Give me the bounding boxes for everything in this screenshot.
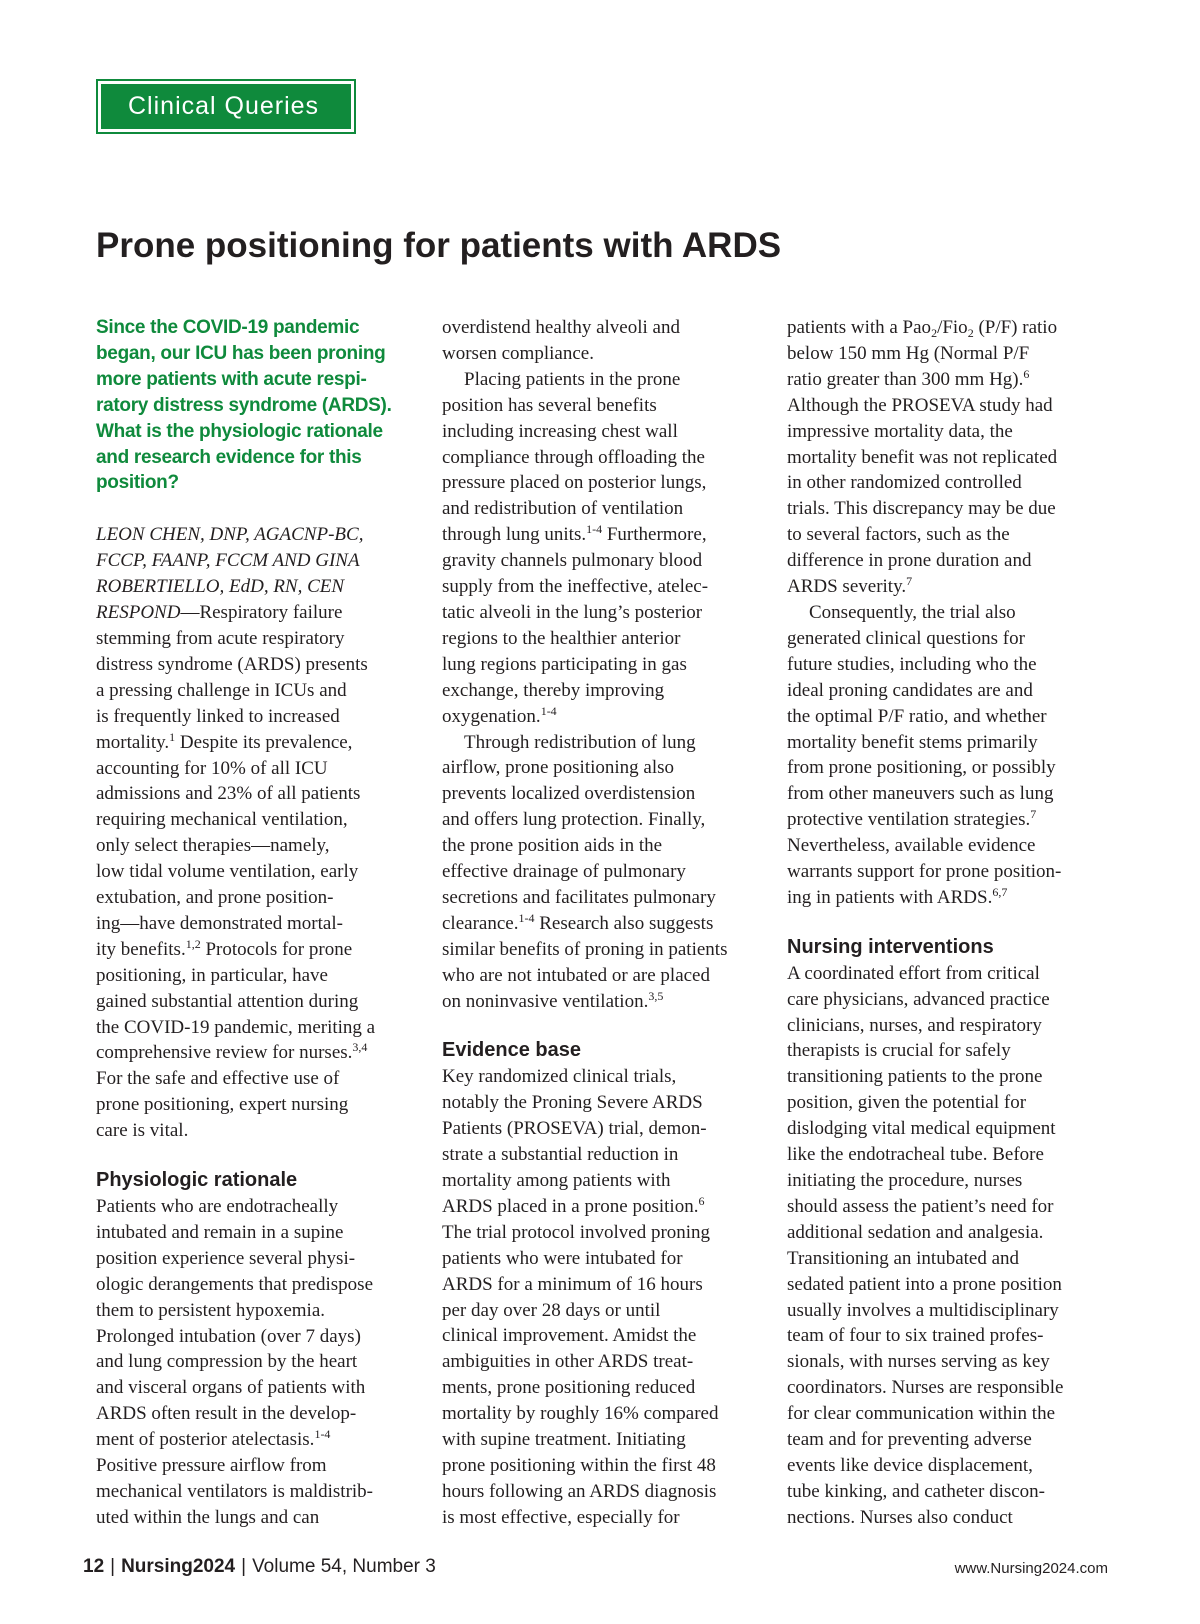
citation: 1,2 (185, 936, 201, 951)
body-line: ment of posterior atelectasis.$^{1-4}$ (96, 1427, 331, 1451)
body-line: and redistribution of ventilation (442, 498, 684, 520)
body-line: gained substantial attention during (96, 990, 359, 1012)
body-line: from other maneuvers such as lung (787, 783, 1054, 805)
body-line: per day over 28 days or until (442, 1299, 661, 1321)
citation: 1-4 (518, 910, 535, 925)
body-line: strate a substantial reduction in (442, 1144, 679, 1166)
citation: 7 (906, 574, 913, 589)
body-line: the COVID-19 pandemic, meriting a (96, 1016, 376, 1038)
body-line: difference in prone duration and (787, 550, 1032, 572)
body-line: patients with a Pao$_2$/Fio$_2$ (P/F) ratio (787, 317, 1058, 340)
body-line: low tidal volume ventilation, early (96, 861, 359, 883)
byline: LEON CHEN, DNP, AGACNP-BC, (96, 524, 364, 546)
body-line: mortality benefit stems primarily (787, 731, 1038, 753)
question-line: ratory distress syndrome (ARDS). (96, 394, 392, 416)
body-line: the optimal P/F ratio, and whether (787, 705, 1047, 727)
body-line: extubation, and prone position- (96, 887, 334, 909)
body-line: effective drainage of pulmonary (442, 861, 686, 883)
citation: 1-4 (314, 1427, 331, 1442)
section-tag-label: Clinical Queries (101, 84, 351, 129)
body-line: team and for preventing adverse (787, 1429, 1032, 1451)
column-1 (96, 315, 416, 1531)
body-line: lung regions participating in gas (442, 653, 687, 675)
page-footer (83, 1556, 436, 1578)
body-line: tatic alveoli in the lung’s posterior (442, 601, 703, 623)
answer-body (96, 522, 416, 1144)
citation: 1-4 (540, 703, 557, 718)
question-line: and research evidence for this (96, 446, 362, 468)
body-line: sedated patient into a prone position (787, 1273, 1062, 1295)
heading-physiologic-rationale: Physiologic rationale (96, 1169, 298, 1192)
body-line: care physicians, advanced practice (787, 988, 1050, 1010)
citation: 1 (169, 729, 176, 744)
body-line: like the endotracheal tube. Before (787, 1144, 1044, 1166)
body-line: including increasing chest wall (442, 420, 678, 442)
body-line: with supine treatment. Initiating (442, 1429, 686, 1451)
body-line: additional sedation and analgesia. (787, 1221, 1044, 1243)
subscript: 2 (931, 326, 938, 340)
body-line: for clear communication within the (787, 1403, 1056, 1425)
body-line: clinicians, nurses, and respiratory (787, 1014, 1042, 1036)
question-line: more patients with acute respi- (96, 368, 367, 390)
section-tag (96, 79, 356, 134)
citation: 6 (1023, 366, 1030, 381)
body-line: mortality among patients with (442, 1170, 671, 1191)
body-line: Consequently, the trial also (809, 601, 1016, 623)
body-line: ologic derangements that predispose (96, 1273, 374, 1295)
question-line: position? (96, 472, 179, 494)
body-line: mortality by roughly 16% compared (442, 1403, 719, 1425)
body-line: Patients (PROSEVA) trial, demon- (442, 1118, 707, 1140)
body-line: supply from the ineffective, atelec- (442, 576, 709, 598)
article-title: Prone positioning for patients with ARDS (96, 226, 782, 265)
body-line: care is vital. (96, 1120, 189, 1142)
body-line: nections. Nurses also conduct (787, 1506, 1013, 1528)
body-line: ARDS severity.$^7$ (787, 574, 913, 598)
body-line: gravity channels pulmonary blood (442, 550, 703, 572)
body-line: Prolonged intubation (over 7 days) (96, 1325, 361, 1347)
website-url: www.Nursing2024.com (954, 1560, 1108, 1577)
body-line: exchange, thereby improving (442, 679, 665, 701)
body-line: worsen compliance. (442, 342, 594, 364)
body-line: ing in patients with ARDS.$^{6,7}$ (787, 884, 1008, 908)
body-line: ambiguities in other ARDS treat- (442, 1351, 694, 1373)
volume-info: Volume 54, Number 3 (252, 1556, 436, 1577)
body-line: Key randomized clinical trials, (442, 1066, 677, 1088)
body-line: mortality benefit was not replicated (787, 446, 1058, 468)
body-line: hours following an ARDS diagnosis (442, 1480, 717, 1502)
body-line: and offers lung protection. Finally, (442, 809, 706, 831)
body-line: ratio greater than 300 mm Hg).$^6$ (787, 366, 1030, 390)
body-line: overdistend healthy alveoli and (442, 317, 680, 338)
body-line: only select therapies—namely, (96, 835, 330, 857)
body-line: mechanical ventilators is maldistrib- (96, 1480, 374, 1502)
body-line: Nevertheless, available evidence (787, 835, 1036, 857)
body-line: distress syndrome (ARDS) presents (96, 653, 368, 675)
body-line: RESPOND—Respiratory failure (96, 602, 343, 624)
body-line: positioning, in particular, have (96, 964, 328, 986)
body-line: requiring mechanical ventilation, (96, 809, 348, 831)
body-line: position has several benefits (442, 394, 657, 416)
body-line: ARDS for a minimum of 16 hours (442, 1273, 703, 1295)
body-line: ARDS placed in a prone position.$^6$ (442, 1193, 705, 1217)
body-line: prone positioning, expert nursing (96, 1094, 349, 1116)
byline: FCCP, FAANP, FCCM AND GINA (96, 550, 360, 572)
byline: ROBERTIELLO, EdD, RN, CEN (96, 576, 345, 598)
body-line: prevents localized overdistension (442, 783, 696, 805)
citation: 3,5 (648, 988, 664, 1003)
body-line: future studies, including who the (787, 653, 1037, 675)
body-line: ing—have demonstrated mortal- (96, 912, 343, 934)
body-line: below 150 mm Hg (Normal P/F (787, 342, 1030, 364)
question-line: What is the physiologic rationale (96, 420, 383, 442)
body-line: Patients who are endotracheally (96, 1196, 339, 1217)
body-line: should assess the patient’s need for (787, 1195, 1054, 1217)
body-line: transitioning patients to the prone (787, 1066, 1043, 1088)
body-line: position experience several physi- (96, 1247, 356, 1269)
body-line: notably the Proning Severe ARDS (442, 1092, 703, 1114)
body-line: Placing patients in the prone (464, 368, 681, 390)
body-line: regions to the healthier anterior (442, 627, 681, 649)
body-line: events like device displacement, (787, 1454, 1033, 1476)
page-number: 12 (83, 1556, 105, 1577)
body-line: ideal proning candidates are and (787, 679, 1033, 701)
respond-label: RESPOND (96, 602, 181, 624)
body-line: clearance.$^{1-4}$ Research also suggests (442, 910, 714, 934)
body-line: trials. This discrepancy may be due (787, 498, 1056, 520)
heading-nursing-interventions: Nursing interventions (787, 935, 994, 958)
body-line: and lung compression by the heart (96, 1351, 358, 1373)
question-line: began, our ICU has been proning (96, 342, 386, 364)
body-line: uted within the lungs and can (96, 1506, 320, 1528)
body-line: pressure placed on posterior lungs, (442, 472, 707, 494)
body-line: generated clinical questions for (787, 627, 1025, 649)
body-line: Positive pressure airflow from (96, 1455, 327, 1477)
body-line: A coordinated effort from critical (787, 962, 1040, 984)
body-line: the prone position aids in the (442, 835, 663, 857)
body-line: clinical improvement. Amidst the (442, 1325, 697, 1347)
body-line: Transitioning an intubated and (787, 1247, 1020, 1269)
body-line: to several factors, such as the (787, 524, 1010, 546)
body-line: Although the PROSEVA study had (787, 394, 1053, 416)
body-line: and visceral organs of patients with (96, 1377, 366, 1399)
body-line: comprehensive review for nurses.$^{3,4}$ (96, 1040, 368, 1064)
footer-separator: | (110, 1556, 116, 1577)
citation: 3,4 (352, 1040, 368, 1055)
body-line: warrants support for prone position- (787, 861, 1062, 883)
body-line: therapists is crucial for safely (787, 1040, 1011, 1062)
citation: 6 (698, 1193, 705, 1208)
body-line: in other randomized controlled (787, 472, 1022, 494)
subscript: 2 (967, 326, 974, 340)
body-line: Through redistribution of lung (464, 731, 696, 753)
body-line: them to persistent hypoxemia. (96, 1299, 326, 1321)
body-line: The trial protocol involved proning (442, 1221, 711, 1243)
body-line: similar benefits of proning in patients (442, 938, 728, 960)
body-line: ity benefits.$^{1,2}$ Protocols for prone (96, 936, 353, 960)
body-line: initiating the procedure, nurses (787, 1170, 1023, 1191)
body-line: tube kinking, and catheter discon- (787, 1480, 1046, 1502)
body-line: compliance through offloading the (442, 446, 705, 468)
body-line: For the safe and effective use of (96, 1068, 340, 1090)
body-line: prone positioning within the first 48 (442, 1454, 716, 1476)
body-line: dislodging vital medical equipment (787, 1118, 1056, 1140)
body-line: stemming from acute respiratory (96, 627, 345, 649)
body-line: coordinators. Nurses are responsible (787, 1377, 1064, 1399)
footer-separator: | (241, 1556, 247, 1577)
body-line: airflow, prone positioning also (442, 757, 675, 779)
body-line: mortality.$^1$ Despite its prevalence, (96, 729, 353, 753)
body-line: usually involves a multidisciplinary (787, 1299, 1059, 1321)
body-line: on noninvasive ventilation.$^{3,5}$ (442, 988, 664, 1012)
body-line: position, given the potential for (787, 1092, 1027, 1114)
citation: 6,7 (992, 884, 1008, 899)
heading-evidence-base: Evidence base (442, 1039, 581, 1062)
citation: 1-4 (586, 522, 603, 537)
body-line: protective ventilation strategies.$^7$ (787, 807, 1037, 831)
body-line: through lung units.$^{1-4}$ Furthermore, (442, 522, 707, 546)
journal-name: Nursing2024 (121, 1556, 236, 1577)
body-line: sionals, with nurses serving as key (787, 1351, 1050, 1373)
body-line: is most effective, especially for (442, 1506, 680, 1528)
body-line: admissions and 23% of all patients (96, 783, 361, 805)
body-line: patients who were intubated for (442, 1247, 683, 1269)
body-line: oxygenation.$^{1-4}$ (442, 703, 557, 727)
body-line: a pressing challenge in ICUs and (96, 679, 347, 701)
question-line: Since the COVID-19 pandemic (96, 317, 360, 338)
column-2 (442, 315, 762, 1531)
body-line: secretions and facilitates pulmonary (442, 886, 716, 908)
body-line: team of four to six trained profes- (787, 1325, 1044, 1347)
body-line: who are not intubated or are placed (442, 964, 710, 986)
body-line: intubated and remain in a supine (96, 1221, 344, 1243)
body-line: accounting for 10% of all ICU (96, 757, 328, 779)
body-line: ments, prone positioning reduced (442, 1377, 696, 1399)
column-3 (787, 315, 1109, 1531)
citation: 7 (1030, 807, 1037, 822)
body-line: ARDS often result in the develop- (96, 1403, 357, 1425)
body-line: from prone positioning, or possibly (787, 757, 1056, 779)
body-line: impressive mortality data, the (787, 420, 1013, 442)
reader-question (96, 315, 416, 496)
body-line: is frequently linked to increased (96, 705, 340, 727)
